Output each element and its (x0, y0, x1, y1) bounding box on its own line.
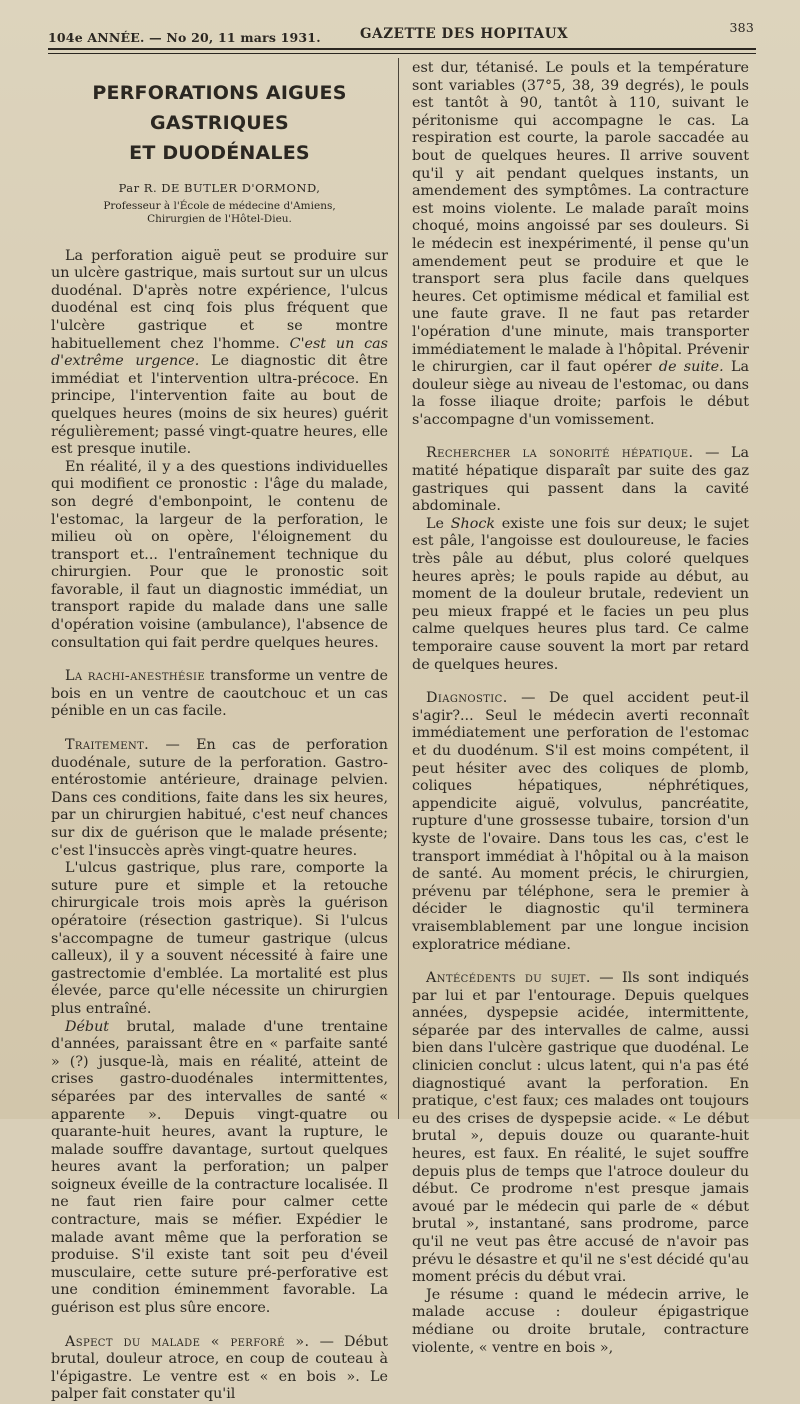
affiliation-line-1: Professeur à l'École de médecine d'Amiens, (103, 199, 336, 212)
paragraph-debut: Début brutal, malade d'une trentaine d'années, paraissant être en « parfaite santé » (?) jusque-là, mais en réalité, atteint de crises gastro-duodénales intermittentes, séparées par des intervalles de santé « apparente ». Depuis vingt-quatre ou quarante-huit heures, avant la rupture, le malade souffre davantage, surtout quelques heures avant la perforation; un palper soigneux éveille de la contracture localisée. Il ne faut rien faire pour calmer cette contracture, mais se méfier. Expédier le malade avant même que la perforation se produise. S'il existe tant soit peu d'éveil musculaire, cette suture pré-perforative est une condition éminemment favorable. La guérison est plus sûre encore. (51, 1018, 388, 1317)
paragraph-rachi-anesthesie: La rachi-anesthésie transforme un ventre de bois en un ventre de caoutchouc et un cas pénible en un cas facile. (51, 668, 388, 720)
issue-info: 104e ANNÉE. — No 20, 11 mars 1931. (48, 30, 321, 45)
journal-title: GAZETTE DES HOPITAUX (360, 26, 569, 42)
title-line-2: ET DUODÉNALES (129, 142, 310, 164)
paragraph-diagnostic: Diagnostic. — De quel accident peut-il s'agir?... Seul le médecin averti reconnaît immédiatement une perforation de l'estomac et du duodénum. S'il est moins compétent, il peut hésiter avec des coliques de plomb, coliques hépatiques, néphrétiques, appendicite aiguë, volvulus, pancréatite, rupture d'une grossesse tubaire, torsion d'un kyste de l'ovaire. Dans tous les cas, c'est le transport immédiat à l'hôpital ou à la maison de santé. Au moment précis, le chirurgien, prévenu par téléphone, sera le premier à décider le diagnostic qu'il terminera vraisemblablement par une longue incision exploratrice médiane. (412, 690, 750, 953)
paragraph-ulcus-gastrique: L'ulcus gastrique, plus rare, comporte la suture pure et simple et la retouche chirurgicale trois mois après la guérison opératoire (résection gastrique). Si l'ulcus s'accompagne de tumeur gastrique (ulcus calleux), il y a souvent nécessité à faire une gastrectomie d'emblée. La mortalité est plus élevée, parce qu'elle nécessite un chirurgien plus entraîné. (51, 860, 388, 1017)
article-title (51, 78, 388, 168)
header-rule (48, 48, 756, 50)
paragraph-traitement: Traitement. — En cas de perforation duodénale, suture de la perforation. Gastro-entérostomie antérieure, drainage pelvien. Dans ces conditions, faite dans les six heures, par un chirurgien habitué, c'est neuf chances sur dix de guérison que le malade présente; c'est l'insuccès après vingt-quatre heures. (51, 737, 389, 859)
affiliation-line-2: Chirurgien de l'Hôtel-Dieu. (147, 212, 292, 225)
column-divider (398, 58, 399, 1119)
paragraph-shock: Le Shock existe une fois sur deux; le sujet est pâle, l'angoisse est douloureuse, le facies très pâle au début, plus coloré quelques heures après; le pouls rapide au début, au moment de la douleur brutale, redevient un peu mieux frappé et le facies un peu plus calme quelques heures plus tard. Ce calme temporaire cause souvent la mort par retard de quelques heures. (412, 515, 749, 673)
header-rule-thin (48, 53, 756, 54)
page-header (48, 22, 754, 46)
right-column (412, 60, 749, 1357)
paragraph-aspect: Aspect du malade « perforé ». — Début brutal, douleur atroce, en coup de couteau à l'épigastre. Le ventre est « en bois ». Le palper fait constater qu'il (51, 1333, 389, 1403)
paragraph-prognosis: En réalité, il y a des questions individuelles qui modifient ce pronostic : l'âge du malade, son degré d'embonpoint, le contenu de l'estomac, la largeur de la perforation, le milieu où on opère, l'éloignement du transport et... l'entraînement technique du chirurgien. Pour que le pronostic soit favorable, il faut un diagnostic immédiat, un transport rapide du malade dans une salle d'opération voisine (ambulance), l'absence de consultation qui fait perdre quelques heures. (51, 458, 388, 651)
page-number: 383 (729, 20, 754, 35)
paragraph-resume: Je résume : quand le médecin arrive, le malade accuse : douleur épigastrique médiane ou droite brutale, contracture violente, « ventre en bois », (412, 1286, 749, 1356)
paragraph-antecedents: Antécédents du sujet. — Ils sont indiqués par lui et par l'entourage. Depuis quelques années, dyspepsie acidée, intermittente, séparée par des intervalles de calme, aussi bien dans l'ulcère gastrique que duodénal. Le clinicien conclut : ulcus latent, qui n'a pas été diagnostiqué avant la perforation. En pratique, c'est faux; ces malades ont toujours eu des crises de dyspepsie acide. « Le début brutal », depuis douze ou quarante-huit heures, est faux. En réalité, le sujet souffre depuis plus de temps que l'atroce douleur du début. Ce prodrome n'est presque jamais avoué par le médecin qui parle de « début brutal », instantané, sans prodrome, parce qu'il ne veut pas être accusé de n'avoir pas prévu le désastre et qu'il ne s'est décidé qu'au moment précis du début vrai. (412, 970, 749, 1286)
paragraph-sonorite: Rechercher la sonorité hépatique. — La matité hépatique disparaît par suite des gaz gastriques qui passent dans la cavité abdominale. (412, 445, 749, 515)
title-line-1: PERFORATIONS AIGUES GASTRIQUES (92, 82, 347, 134)
left-column (51, 60, 388, 1404)
author-affiliation (51, 200, 388, 226)
paragraph-intro: La perforation aiguë peut se produire sur un ulcère gastrique, mais surtout sur un ulcus duodénal. D'après notre expérience, l'ulcus duodénal est cinq fois plus fréquent que l'ulcère gastrique et se montre habituellement chez l'homme. C'est un cas d'extrême urgence. Le diagnostic dit être immédiat et l'intervention ultra-précoce. En principe, l'intervention faite au bout de quelques heures (moins de six heures) guérit régulièrement; passé vingt-quatre heures, elle est presque inutile. (51, 247, 389, 458)
author-byline: Par R. DE BUTLER D'ORMOND, (118, 181, 321, 195)
paragraph-symptoms: est dur, tétanisé. Le pouls et la température sont variables (37°5, 38, 39 degrés), le pouls est tantôt à 90, tantôt à 110, suivant le péritonisme qui accompagne le cas. La respiration est courte, la parole saccadée au bout de quelques heures. Il arrive souvent qu'il y ait pendant quelques instants, un amendement des symptômes. La contracture est moins violente. Le malade paraît moins choqué, moins angoissé par ses douleurs. Si le médecin est inexpérimenté, il pense qu'un amendement peut se produire et que le transport sera plus facile dans quelques heures. Cet optimisme médical et familial est une faute grave. Il ne faut pas retarder l'opération d'une minute, mais transporter immédiatement le malade à l'hôpital. Prévenir le chirurgien, car il faut opérer de suite. La douleur siège au niveau de l'estomac, ou dans la fosse iliaque droite; parfois le début s'accompagne d'un vomissement. (412, 60, 749, 428)
